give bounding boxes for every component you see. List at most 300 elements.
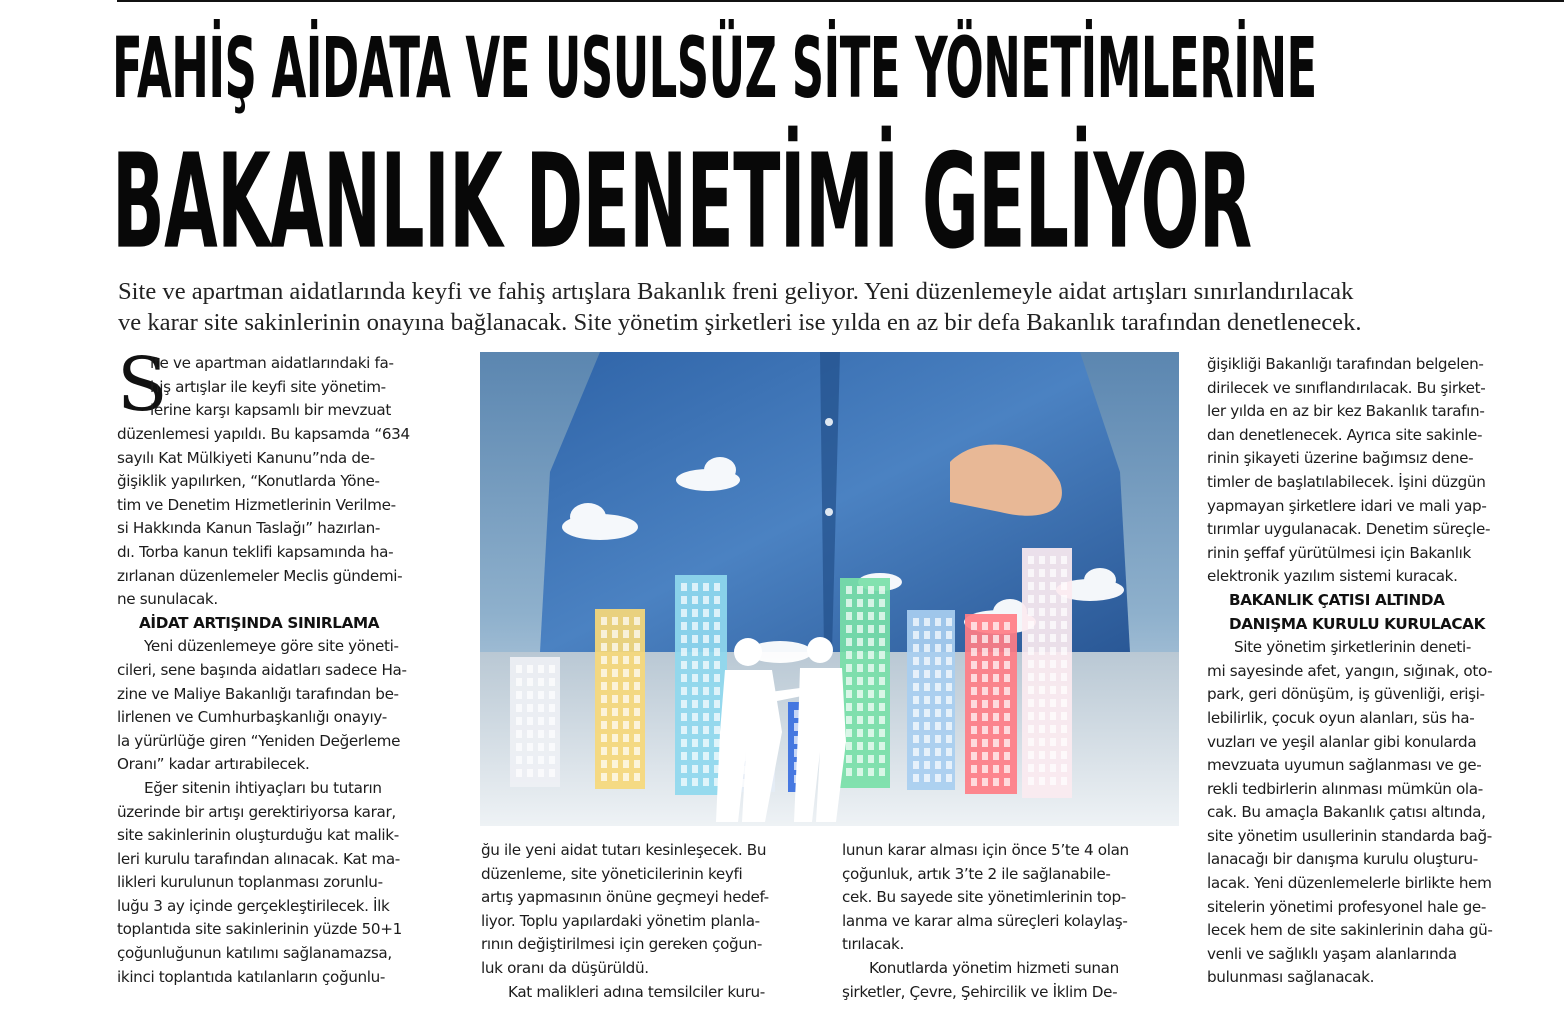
- building-window: [1039, 569, 1045, 577]
- building-window: [879, 729, 885, 737]
- building-window: [913, 683, 919, 691]
- building-window: [868, 690, 874, 698]
- building-window: [703, 726, 709, 734]
- text-line: venli ve sağlıklı yaşam alanlarında: [1207, 944, 1457, 963]
- building-window: [549, 743, 555, 751]
- building-window: [1039, 686, 1045, 694]
- building-window: [946, 631, 952, 639]
- building-window: [634, 708, 640, 716]
- building-window: [1050, 595, 1056, 603]
- building-window: [1039, 647, 1045, 655]
- text-line: site yönetim usullerinin standarda bağ-: [1207, 826, 1492, 845]
- building-window: [924, 683, 930, 691]
- building-window: [1050, 660, 1056, 668]
- building-window: [924, 709, 930, 717]
- text-line: si Hakkında Kanun Taslağı” hazırlan-: [117, 519, 381, 538]
- building-window: [601, 643, 607, 651]
- building-window: [681, 726, 687, 734]
- building-window: [913, 631, 919, 639]
- building-window: [982, 713, 988, 721]
- text-line: park, geri dönüşüm, iş güvenliği, erişi-: [1207, 685, 1485, 704]
- building-window: [868, 768, 874, 776]
- building-window: [692, 778, 698, 786]
- building-window: [623, 669, 629, 677]
- building-window: [868, 612, 874, 620]
- building-window: [868, 638, 874, 646]
- building-window: [714, 596, 720, 604]
- building-window: [846, 664, 852, 672]
- building-window: [857, 586, 863, 594]
- building-window: [612, 643, 618, 651]
- building-window: [549, 665, 555, 673]
- building-window: [946, 709, 952, 717]
- text-line: ğişiklik yapılırken, “Konutlarda Yöne-: [117, 472, 380, 491]
- building-window: [982, 726, 988, 734]
- building-window: [601, 669, 607, 677]
- building-window: [601, 695, 607, 703]
- text-line: cek. Bu sayede site yönetimlerinin top-: [842, 888, 1126, 907]
- building-window: [703, 778, 709, 786]
- deck-paragraph: [118, 276, 1558, 338]
- building-window: [1028, 764, 1034, 772]
- building-window: [993, 752, 999, 760]
- building-window: [993, 648, 999, 656]
- building-window: [601, 747, 607, 755]
- building-window: [623, 747, 629, 755]
- building-window: [1061, 660, 1067, 668]
- building-window: [692, 752, 698, 760]
- building-window: [946, 722, 952, 730]
- building-window: [868, 729, 874, 737]
- building-window: [601, 721, 607, 729]
- building-window: [924, 735, 930, 743]
- building-window: [879, 755, 885, 763]
- building-window: [1004, 687, 1010, 695]
- column-2: [481, 839, 769, 1004]
- text-line: ğişikliği Bakanlığı tarafından belgelen-: [1207, 355, 1484, 373]
- building-window: [681, 596, 687, 604]
- subheading: BAKANLIK ÇATISI ALTINDA: [1229, 590, 1445, 609]
- building-window: [516, 743, 522, 751]
- building-window: [549, 717, 555, 725]
- building-window: [634, 721, 640, 729]
- building-window: [538, 756, 544, 764]
- building-window: [1061, 582, 1067, 590]
- building-window: [1061, 673, 1067, 681]
- building-window: [601, 617, 607, 625]
- deck-line: Site ve apartman aidatlarında keyfi ve fahiş artışlara Bakanlık freni geliyor. Yeni düzenlemeyle aidat artışları sınırlandırılacak: [118, 278, 1354, 305]
- building-window: [971, 674, 977, 682]
- building-window: [623, 760, 629, 768]
- building-window: [846, 755, 852, 763]
- building-window: [846, 612, 852, 620]
- building-window: [857, 755, 863, 763]
- building-window: [549, 704, 555, 712]
- building-window: [993, 635, 999, 643]
- text-line: çoğunluk, artık 3’te 2 ile sağlanabile-: [842, 864, 1111, 883]
- building-window: [946, 774, 952, 782]
- text-line: rinin şeffaf yürütülmesi için Bakanlık: [1207, 543, 1471, 562]
- building-window: [857, 742, 863, 750]
- building-window: [913, 722, 919, 730]
- text-line: liyor. Toplu yapılardaki yönetim planla-: [481, 911, 760, 930]
- text-line: rinin şikayeti üzerine bağımsız dene-: [1207, 449, 1474, 468]
- building-window: [982, 661, 988, 669]
- column-3: [842, 839, 1129, 1004]
- drop-cap: S: [117, 342, 168, 428]
- building-window: [935, 722, 941, 730]
- building-window: [538, 665, 544, 673]
- building-window: [971, 765, 977, 773]
- text-line: zine ve Maliye Bakanlığı tarafından be-: [117, 684, 399, 703]
- building-window: [1028, 582, 1034, 590]
- building-window: [1050, 673, 1056, 681]
- building-window: [1028, 608, 1034, 616]
- building-window: [623, 734, 629, 742]
- building-window: [612, 656, 618, 664]
- building-window: [612, 617, 618, 625]
- text-line: likleri kurulunun toplanması zorunlu-: [117, 873, 383, 892]
- text-line: lirlenen ve Cumhurbaşkanlığı onayıy-: [117, 708, 387, 727]
- text-line: sayılı Kat Mülkiyeti Kanunu”nda de-: [117, 448, 375, 467]
- building-window: [946, 657, 952, 665]
- building-window: [946, 696, 952, 704]
- building-window: [681, 687, 687, 695]
- building-window: [913, 748, 919, 756]
- building-window: [601, 773, 607, 781]
- building-window: [1028, 660, 1034, 668]
- building-window: [982, 687, 988, 695]
- column-1: [117, 423, 410, 989]
- building-window: [681, 583, 687, 591]
- text-line: sitelerin yönetimi profesyonel hale ge-: [1207, 897, 1487, 916]
- building-window: [527, 665, 533, 673]
- photo-illustration: [480, 352, 1179, 826]
- building-window: [993, 700, 999, 708]
- building-window: [868, 599, 874, 607]
- building-window: [634, 682, 640, 690]
- building-window: [634, 630, 640, 638]
- text-line: bulunması sağlanacak.: [1207, 968, 1375, 987]
- building-window: [714, 622, 720, 630]
- building-window: [946, 644, 952, 652]
- building-window: [1004, 752, 1010, 760]
- building-window: [1050, 751, 1056, 759]
- building-window: [714, 635, 720, 643]
- headline-line-1: FAHİŞ AİDATA VE USULSÜZ SİTE YÖNETİMLERİNE: [112, 19, 1317, 117]
- article-photo: [480, 352, 1179, 826]
- building-window: [846, 625, 852, 633]
- building-window: [1050, 608, 1056, 616]
- building-window: [1061, 712, 1067, 720]
- building-window: [935, 683, 941, 691]
- text-line: rekli tedbirlerin alınması mümkün ola-: [1207, 779, 1483, 798]
- text-line: çoğunluğunun katılımı sağlanamazsa,: [117, 944, 392, 963]
- text-line: dan denetlenecek. Ayrıca site sakinle-: [1207, 425, 1483, 444]
- building-window: [612, 708, 618, 716]
- building-window: [946, 761, 952, 769]
- building-window: [1028, 595, 1034, 603]
- building-window: [868, 677, 874, 685]
- building-window: [1050, 738, 1056, 746]
- building-window: [1004, 765, 1010, 773]
- building-window: [857, 651, 863, 659]
- building-window: [681, 752, 687, 760]
- building-window: [1050, 777, 1056, 785]
- building-window: [634, 734, 640, 742]
- building-window: [714, 583, 720, 591]
- building-window: [692, 765, 698, 773]
- building-window: [971, 713, 977, 721]
- building-window: [692, 648, 698, 656]
- building-window: [1004, 661, 1010, 669]
- building-window: [612, 760, 618, 768]
- building-window: [1050, 582, 1056, 590]
- building-window: [516, 730, 522, 738]
- building-window: [516, 704, 522, 712]
- building-window: [913, 670, 919, 678]
- text-line: zırlanan düzenlemeler Meclis gündemi-: [117, 566, 403, 585]
- building-window: [1004, 635, 1010, 643]
- building-window: [1004, 674, 1010, 682]
- building-window: [692, 713, 698, 721]
- building-window: [527, 717, 533, 725]
- building-window: [1028, 556, 1034, 564]
- text-line: lanma ve karar alma süreçleri kolaylaş-: [842, 911, 1128, 930]
- text-line: Kat malikleri adına temsilciler kuru-: [508, 982, 765, 1001]
- building-window: [1004, 700, 1010, 708]
- building-window: [846, 586, 852, 594]
- building-window: [612, 669, 618, 677]
- building-window: [634, 760, 640, 768]
- building-window: [1061, 556, 1067, 564]
- building-window: [1050, 712, 1056, 720]
- building-window: [913, 618, 919, 626]
- building-window: [857, 664, 863, 672]
- building-window: [857, 612, 863, 620]
- building-window: [1039, 595, 1045, 603]
- building-window: [714, 609, 720, 617]
- building-window: [1004, 648, 1010, 656]
- building-window: [703, 765, 709, 773]
- building-window: [623, 708, 629, 716]
- building-window: [634, 669, 640, 677]
- building-window: [549, 769, 555, 777]
- building-window: [601, 656, 607, 664]
- text-line: lunun karar alması için önce 5’te 4 olan: [842, 841, 1129, 859]
- building-window: [1039, 582, 1045, 590]
- building-window: [703, 596, 709, 604]
- building-window: [681, 778, 687, 786]
- building-window: [1061, 569, 1067, 577]
- building-window: [935, 761, 941, 769]
- building-window: [924, 631, 930, 639]
- building-window: [703, 622, 709, 630]
- building-window: [971, 687, 977, 695]
- building-window: [527, 743, 533, 751]
- building-window: [1061, 621, 1067, 629]
- building-window: [879, 638, 885, 646]
- building-window: [623, 656, 629, 664]
- building-window: [879, 716, 885, 724]
- building-window: [982, 765, 988, 773]
- building-window: [1004, 739, 1010, 747]
- building-window: [634, 643, 640, 651]
- building-window: [1061, 634, 1067, 642]
- building-window: [913, 644, 919, 652]
- text-line: site sakinlerinin oluşturduğu kat malik-: [117, 826, 399, 845]
- building-window: [982, 674, 988, 682]
- building-window: [1028, 712, 1034, 720]
- building-window: [868, 586, 874, 594]
- column-1-intro: [150, 352, 394, 423]
- building-window: [971, 648, 977, 656]
- building-window: [703, 752, 709, 760]
- building-window: [612, 721, 618, 729]
- building-window: [516, 769, 522, 777]
- building-window: [1039, 764, 1045, 772]
- building-window: [1050, 725, 1056, 733]
- building-window: [714, 713, 720, 721]
- building-window: [516, 678, 522, 686]
- building-window: [935, 735, 941, 743]
- top-rule: [117, 0, 1564, 2]
- building-window: [703, 700, 709, 708]
- building-window: [1061, 777, 1067, 785]
- text-line: tırımlar uygulanacak. Denetim süreçle-: [1207, 520, 1491, 539]
- building-window: [879, 625, 885, 633]
- building-window: [879, 586, 885, 594]
- building-window: [612, 734, 618, 742]
- building-window: [1061, 751, 1067, 759]
- building-window: [879, 768, 885, 776]
- building-window: [612, 682, 618, 690]
- building-window: [1050, 634, 1056, 642]
- building-window: [692, 583, 698, 591]
- building-window: [623, 695, 629, 703]
- building-window: [527, 691, 533, 699]
- text-line: lebilirlik, çocuk oyun alanları, süs ha-: [1207, 708, 1475, 727]
- building-window: [993, 687, 999, 695]
- building-window: [527, 756, 533, 764]
- building-window: [1039, 660, 1045, 668]
- building-window: [527, 730, 533, 738]
- building-window: [634, 695, 640, 703]
- building-window: [612, 773, 618, 781]
- building-window: [1028, 699, 1034, 707]
- building-window: [623, 721, 629, 729]
- building-window: [1050, 699, 1056, 707]
- building-window: [1028, 647, 1034, 655]
- building-window: [971, 778, 977, 786]
- building-window: [623, 643, 629, 651]
- building-window: [913, 709, 919, 717]
- text-line: şirketler, Çevre, Şehircilik ve İklim De-: [842, 982, 1118, 1001]
- text-line: luğu 3 ay içinde gerçekleştirilecek. İlk: [117, 896, 390, 915]
- building-window: [714, 739, 720, 747]
- building-window: [846, 742, 852, 750]
- building-window: [1004, 778, 1010, 786]
- building-window: [714, 700, 720, 708]
- building-window: [1039, 712, 1045, 720]
- building-window: [1039, 725, 1045, 733]
- building-window: [993, 661, 999, 669]
- building-window: [516, 691, 522, 699]
- building-window: [993, 713, 999, 721]
- building-window: [971, 700, 977, 708]
- building-window: [714, 648, 720, 656]
- building-window: [846, 768, 852, 776]
- building-window: [1028, 569, 1034, 577]
- text-line: mevzuata uyumun sağlanması ve ge-: [1207, 756, 1482, 775]
- building-window: [538, 717, 544, 725]
- building-window: [1028, 686, 1034, 694]
- shirt-button: [825, 418, 833, 426]
- building-window: [703, 583, 709, 591]
- building-window: [623, 682, 629, 690]
- building-window: [857, 677, 863, 685]
- text-line: luk oranı da düşürüldü.: [481, 958, 649, 977]
- building-window: [601, 734, 607, 742]
- building-window: [993, 726, 999, 734]
- text-line: Konutlarda yönetim hizmeti sunan: [869, 958, 1119, 977]
- text-line: ğu ile yeni aidat tutarı kesinleşecek. Bu: [481, 841, 767, 859]
- building-window: [1050, 556, 1056, 564]
- shirt-button: [825, 508, 833, 516]
- building-window: [993, 778, 999, 786]
- building-window: [857, 638, 863, 646]
- building-window: [681, 609, 687, 617]
- building-window: [1039, 738, 1045, 746]
- text-line: vuzları ve yeşil alanlar gibi konularda: [1207, 732, 1477, 751]
- building-window: [612, 630, 618, 638]
- building-window: [924, 748, 930, 756]
- building-window: [612, 695, 618, 703]
- column-4: [1207, 353, 1493, 990]
- building-window: [1061, 647, 1067, 655]
- building-window: [946, 670, 952, 678]
- building-window: [549, 691, 555, 699]
- building-window: [681, 661, 687, 669]
- building-window: [1050, 686, 1056, 694]
- building-window: [692, 596, 698, 604]
- building-window: [681, 765, 687, 773]
- building-window: [1061, 738, 1067, 746]
- text-line: toplantıda site sakinlerinin yüzde 50+1: [117, 920, 402, 939]
- building-window: [601, 682, 607, 690]
- building-window: [913, 735, 919, 743]
- text-line: artış yapmasının önüne geçmeyi hedef-: [481, 888, 769, 907]
- building-window: [692, 726, 698, 734]
- building-window: [692, 661, 698, 669]
- building-window: [946, 748, 952, 756]
- building-window: [1028, 673, 1034, 681]
- building-window: [935, 774, 941, 782]
- building-window: [879, 703, 885, 711]
- building-window: [868, 703, 874, 711]
- building-window: [623, 773, 629, 781]
- building-window: [879, 677, 885, 685]
- building-window: [714, 687, 720, 695]
- text-line: leri kurulu tarafından alınacak. Kat ma-: [117, 849, 400, 868]
- building-window: [879, 742, 885, 750]
- building-window: [538, 743, 544, 751]
- text-line: elektronik yazılım sistemi kuracak.: [1207, 567, 1458, 586]
- building-window: [879, 651, 885, 659]
- building-window: [846, 690, 852, 698]
- text-line: dirilecek ve sınıflandırılacak. Bu şirket-: [1207, 378, 1486, 397]
- building-window: [1028, 738, 1034, 746]
